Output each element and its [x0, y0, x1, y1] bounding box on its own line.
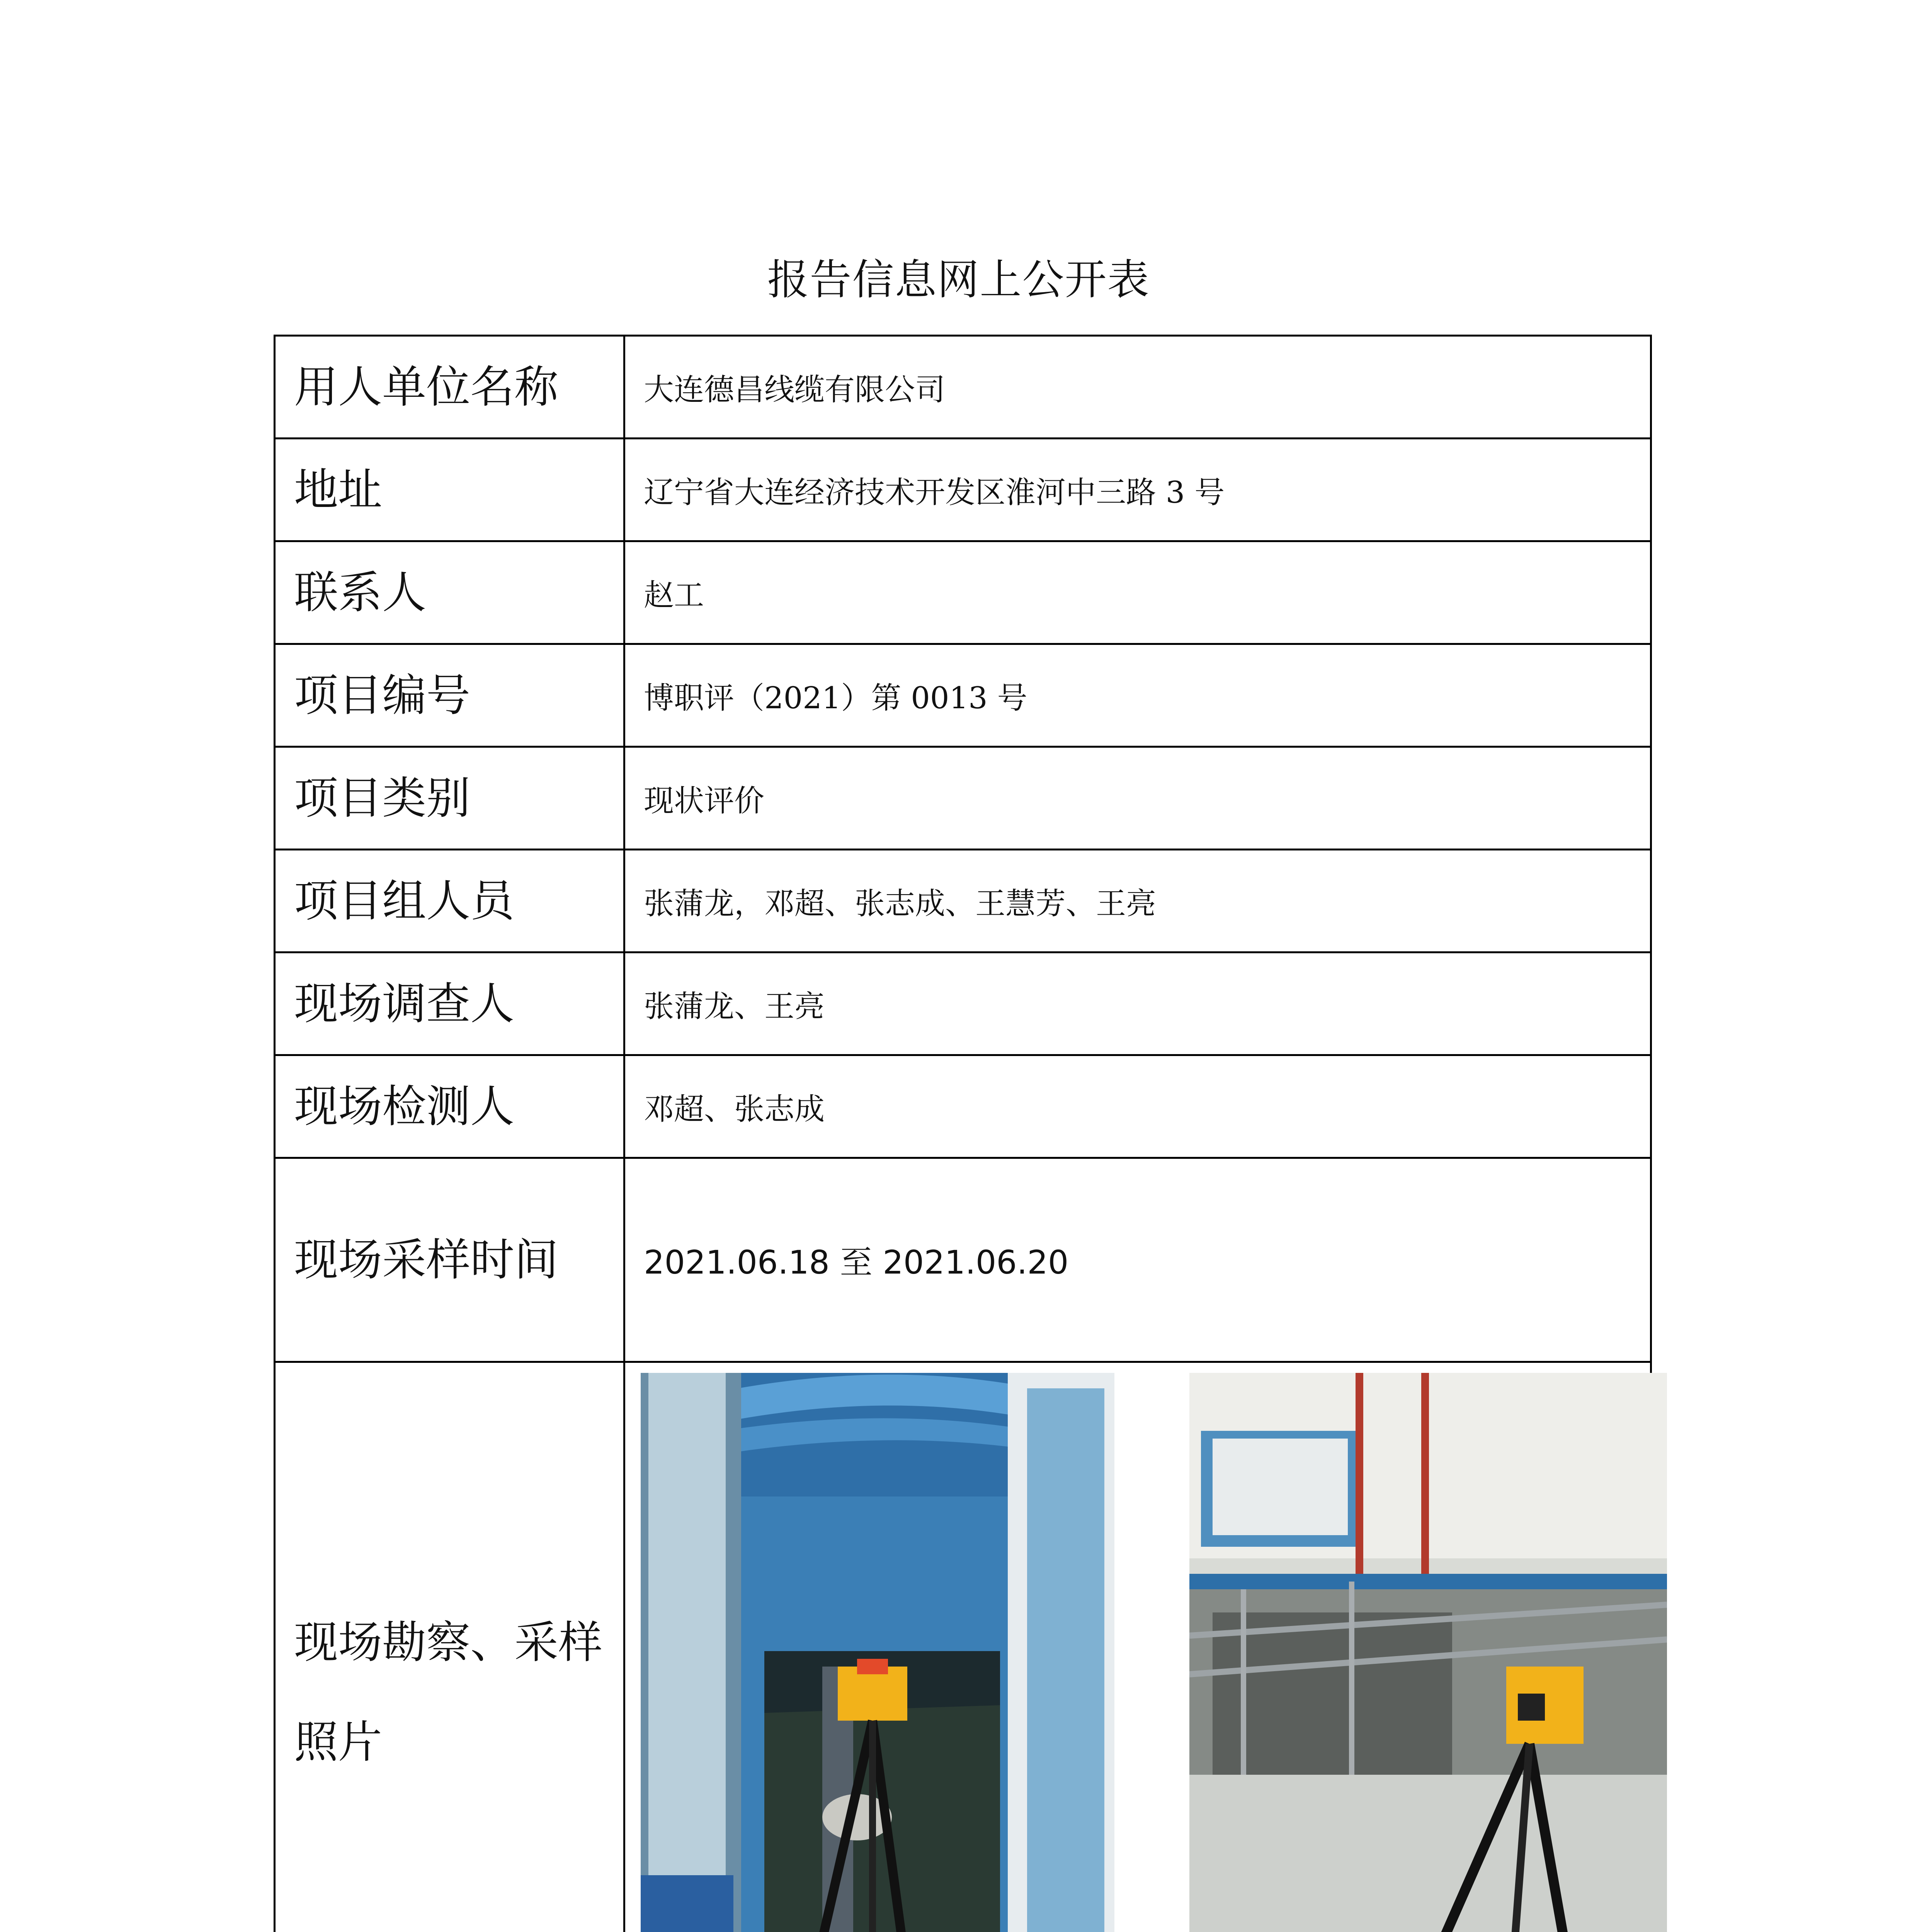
investigators-label: 现场调查人 [275, 952, 624, 1055]
table-row-photos [275, 1362, 1651, 1932]
table-row-address [275, 439, 1651, 541]
investigators-value: 张蒲龙、王亮 [624, 952, 1651, 1055]
table-row-project-no [275, 644, 1651, 747]
page-title: 报告信息网上公开表 [767, 256, 1150, 304]
photos-label: 现场勘察、采样照片 [275, 1362, 624, 1932]
site-photo-1-image [641, 1373, 1114, 1932]
site-photo-2-image [1189, 1373, 1667, 1932]
table-row-contact [275, 541, 1651, 644]
project-no-value: 博职评（2021）第 0013 号 [624, 644, 1651, 747]
employer-value: 大连德昌线缆有限公司 [624, 336, 1651, 439]
contact-label: 联系人 [275, 541, 624, 644]
team-label: 项目组人员 [275, 850, 624, 952]
sampling-time-value: 2021.06.18 至 2021.06.20 [624, 1158, 1651, 1362]
testers-label: 现场检测人 [275, 1055, 624, 1158]
project-type-value: 现状评价 [624, 747, 1651, 850]
team-value: 张蒲龙，邓超、张志成、王慧芳、王亮 [624, 850, 1651, 952]
project-type-label: 项目类别 [275, 747, 624, 850]
table-row-sampling-time [275, 1158, 1651, 1362]
table-row-testers [275, 1055, 1651, 1158]
table-row-employer [275, 336, 1651, 439]
site-photo-1 [641, 1373, 1114, 1932]
table-row-team [275, 850, 1651, 952]
table-row-project-type [275, 747, 1651, 850]
info-table [274, 335, 1652, 1932]
employer-label: 用人单位名称 [275, 336, 624, 439]
table-row-investigators [275, 952, 1651, 1055]
site-photo-2 [1189, 1373, 1667, 1932]
address-label: 地址 [275, 439, 624, 541]
testers-value: 邓超、张志成 [624, 1055, 1651, 1158]
photos-cell [624, 1362, 1651, 1932]
contact-value: 赵工 [624, 541, 1651, 644]
project-no-label: 项目编号 [275, 644, 624, 747]
address-value: 辽宁省大连经济技术开发区淮河中三路 3 号 [624, 439, 1651, 541]
sampling-time-label: 现场采样时间 [275, 1158, 624, 1362]
